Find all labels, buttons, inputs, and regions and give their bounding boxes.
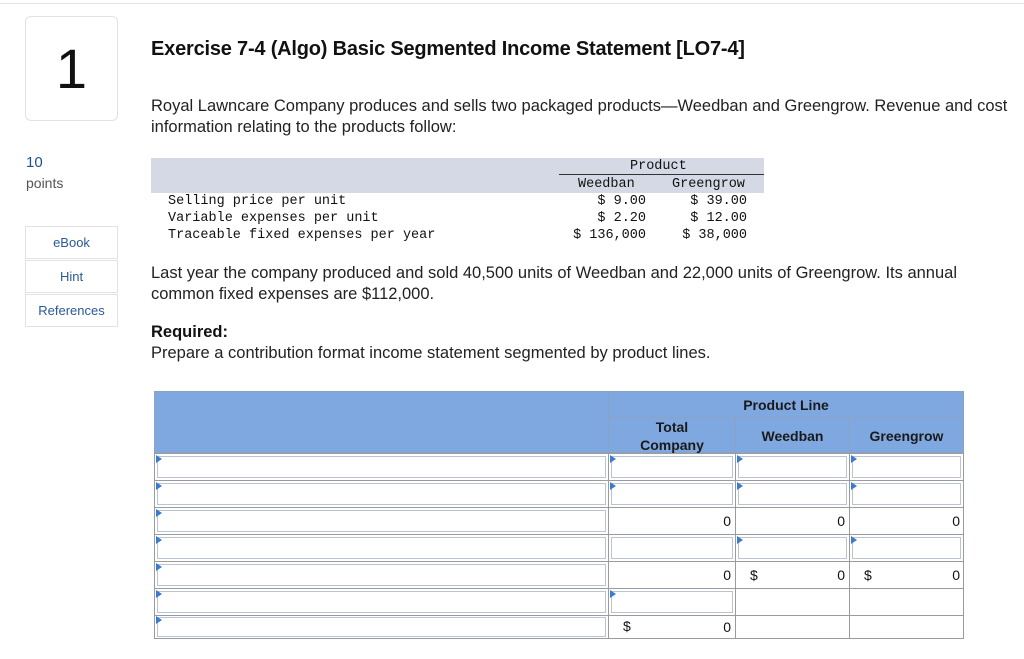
data-row-label: Variable expenses per unit	[168, 211, 379, 226]
required-text: Prepare a contribution format income statement segmented by product lines.	[151, 344, 711, 362]
data-cell-greengrow: $ 39.00	[690, 194, 747, 209]
intro-text: Royal Lawncare Company produces and sells two packaged products—Weedban and Greengrow. Revenue and cost information relating to the products follow:	[151, 97, 1008, 136]
row-label-dropdown[interactable]	[157, 483, 606, 505]
hint-button[interactable]: Hint	[25, 260, 118, 293]
info-text: Last year the company produced and sold 40,500 units of Weedban and 22,000 units of Greengrow. Its annual common fixed expenses are $112,000.	[151, 264, 957, 303]
table-cell	[735, 615, 850, 639]
dropdown-arrow-icon	[156, 455, 162, 463]
data-cell-greengrow: $ 38,000	[682, 228, 747, 243]
table-cell	[735, 588, 850, 616]
weedban-input[interactable]	[738, 456, 847, 478]
greengrow-dollar-sign: $	[864, 567, 872, 583]
data-cell-weedban: $ 9.00	[597, 194, 646, 209]
data-table-group-header: Product	[630, 159, 687, 174]
total-company-header: Total Company	[640, 419, 704, 453]
comment-arrow-icon	[851, 536, 857, 544]
comment-arrow-icon	[610, 455, 616, 463]
dropdown-arrow-icon	[156, 509, 162, 517]
row-label-dropdown[interactable]	[157, 510, 606, 532]
top-divider	[0, 3, 1024, 4]
comment-arrow-icon	[610, 590, 616, 598]
total-input[interactable]	[611, 483, 733, 505]
total-input[interactable]	[611, 537, 733, 559]
exercise-title: Exercise 7-4 (Algo) Basic Segmented Income Statement [LO7-4]	[151, 38, 745, 60]
total-value: 0	[723, 567, 731, 583]
row-label-dropdown[interactable]	[157, 564, 606, 586]
comment-arrow-icon	[610, 482, 616, 490]
weedban-value: 0	[837, 513, 845, 529]
total-input[interactable]	[611, 456, 733, 478]
comment-arrow-icon	[851, 455, 857, 463]
data-row-label: Selling price per unit	[168, 194, 347, 209]
total-input[interactable]	[611, 591, 733, 613]
points-value: 10	[26, 154, 43, 171]
greengrow-header: Greengrow	[869, 428, 944, 444]
dropdown-arrow-icon	[156, 590, 162, 598]
data-table-col-weedban: Weedban	[578, 177, 635, 192]
row-label-dropdown[interactable]	[157, 617, 606, 637]
comment-arrow-icon	[737, 455, 743, 463]
row-label-dropdown[interactable]	[157, 456, 606, 478]
greengrow-input[interactable]	[852, 456, 961, 478]
references-button[interactable]: References	[25, 294, 118, 327]
required-heading: Required:	[151, 323, 229, 341]
weedban-dollar-sign: $	[750, 567, 758, 583]
weedban-header: Weedban	[761, 428, 824, 444]
label-header-cell	[154, 391, 609, 453]
dropdown-arrow-icon	[156, 563, 162, 571]
comment-arrow-icon	[851, 482, 857, 490]
data-table-col-greengrow: Greengrow	[672, 177, 745, 192]
total-dollar-sign: $	[623, 618, 631, 634]
table-cell	[849, 588, 964, 616]
data-cell-weedban: $ 2.20	[597, 211, 646, 226]
data-table-header-rule	[559, 174, 764, 175]
weedban-value: 0	[837, 567, 845, 583]
dropdown-arrow-icon	[156, 536, 162, 544]
points-label: points	[26, 175, 64, 191]
greengrow-value: 0	[952, 567, 960, 583]
greengrow-input[interactable]	[852, 483, 961, 505]
greengrow-value: 0	[952, 513, 960, 529]
question-number: 1	[25, 16, 118, 121]
dropdown-arrow-icon	[156, 616, 162, 624]
comment-arrow-icon	[737, 536, 743, 544]
data-cell-greengrow: $ 12.00	[690, 211, 747, 226]
row-label-dropdown[interactable]	[157, 591, 606, 613]
total-value: 0	[723, 513, 731, 529]
data-cell-weedban: $ 136,000	[573, 228, 646, 243]
weedban-input[interactable]	[738, 537, 847, 559]
data-row-label: Traceable fixed expenses per year	[168, 228, 436, 243]
comment-arrow-icon	[737, 482, 743, 490]
weedban-input[interactable]	[738, 483, 847, 505]
total-value: 0	[723, 619, 731, 635]
dropdown-arrow-icon	[156, 482, 162, 490]
product-line-header: Product Line	[743, 397, 829, 413]
greengrow-input[interactable]	[852, 537, 961, 559]
ebook-button[interactable]: eBook	[25, 226, 118, 259]
table-cell	[849, 615, 964, 639]
row-label-dropdown[interactable]	[157, 537, 606, 559]
